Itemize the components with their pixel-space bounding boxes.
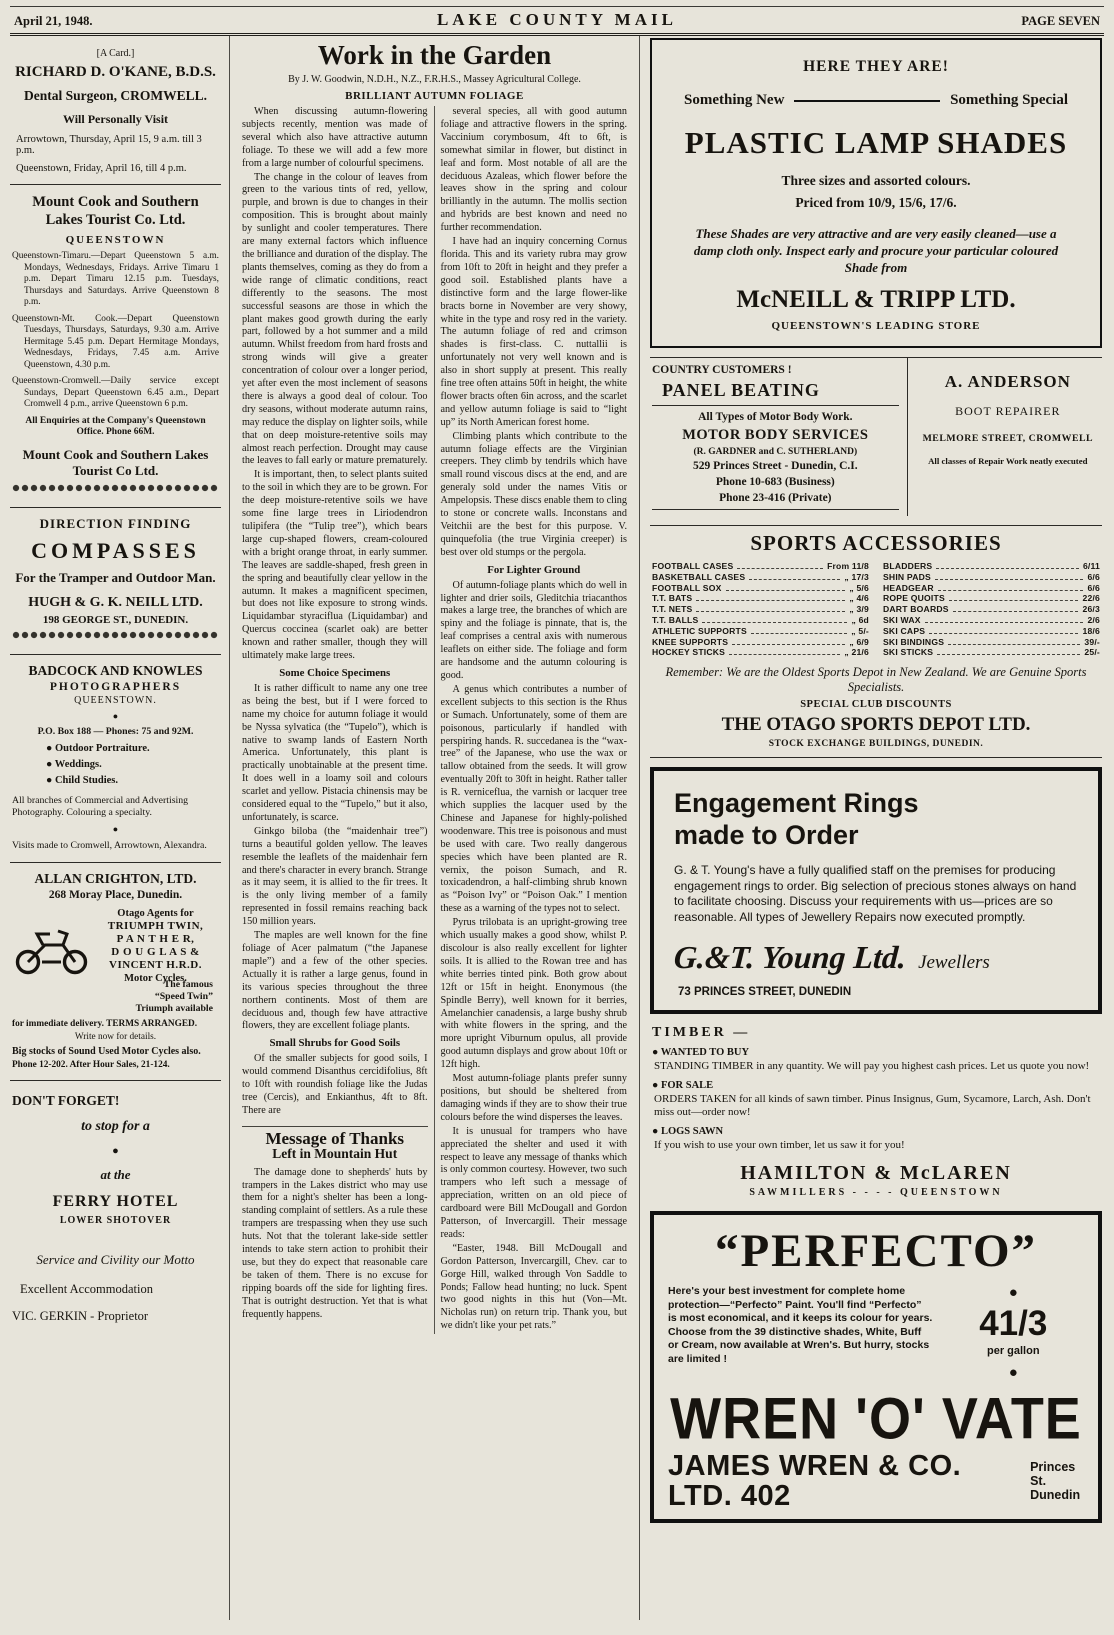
item-name: T.T. BATS [652, 593, 693, 604]
discounts-line: SPECIAL CLUB DISCOUNTS [800, 699, 952, 711]
paper-title: LAKE COUNTY MAIL [436, 10, 677, 29]
item-price: 25/- [1084, 647, 1100, 658]
ad-title: TIMBER — [652, 1025, 751, 1041]
article-subhead: BRILLIANT AUTUMN FOLIAGE [345, 90, 524, 102]
price-row [652, 637, 869, 648]
bullet-icon: ● [1008, 1364, 1018, 1382]
article-paragraph: The maples are well known for the fine foliage of Acer palmatum (“the Japanese maple”) and a few of the other species. Actually it is rather a large genus, found in its various species throughout the three northern continents. Most of them are deciduous and, though few have attractive flowers, they are excellent foliage plants. [242, 930, 428, 1032]
bullet-heading [652, 1080, 1100, 1091]
article-crosshead: Small Shrubs for Good Soils [269, 1037, 401, 1050]
ferry-heading: DON'T FORGET! [12, 1092, 120, 1108]
agents-block [92, 907, 219, 985]
ad-ferry-hotel [10, 1081, 221, 1334]
leader-dashes [702, 622, 847, 623]
price-row [883, 604, 1100, 615]
company-address: STOCK EXCHANGE BUILDINGS, DUNEDIN. [768, 739, 984, 750]
bullet-heading-label: LOGS SAWN [660, 1125, 724, 1137]
list-item-label: Child Studies. [54, 774, 118, 786]
article-paragraph: Most autumn-foliage plants prefer sunny positions, but should be sheltered from damaging winds if they are to show their true colours before the wind disperses the leaves. [440, 1073, 627, 1123]
visit-line: Queenstown, Friday, April 16, till 4 p.m. [16, 162, 187, 174]
item-name: KNEE SUPPORTS [652, 636, 729, 647]
product-title: PLASTIC LAMP SHADES [684, 125, 1068, 160]
ferry-line: at the [100, 1166, 131, 1182]
compass-title: COMPASSES [31, 538, 200, 563]
ad-subheading-row [684, 92, 1068, 109]
item-name: DART BOARDS [883, 604, 949, 615]
address-line: MELMORE STREET, CROMWELL [922, 433, 1094, 444]
motorcycle-row [12, 907, 219, 985]
leader-dashes [938, 590, 1084, 591]
hotel-line: Excellent Accommodation [20, 1281, 153, 1296]
phone-line: Phone 12-202. After Hour Sales, 21-124. [12, 1059, 170, 1070]
ad-motorcycles [10, 863, 221, 1081]
leader-dashes [925, 622, 1084, 623]
ad-photographers [10, 655, 221, 863]
address-line: 529 Princes Street - Dunedin, C.I. [693, 460, 858, 472]
ad-subheading-right: Something Special [950, 92, 1068, 108]
write-line: Write now for details. [74, 1031, 157, 1042]
leader-dashes [937, 654, 1080, 655]
list-item [46, 757, 219, 773]
leader-dashes [749, 579, 840, 580]
bullet-icon: ● [652, 1079, 659, 1091]
article-paragraph: Climbing plants which contribute to the autumn foliage effects are the Virginian creepers. They climb by tendrils which have small round viscous discs at the end, and are generaly sold under the names Vitis or Ampelopsis. These discs enable them to cling to stone or concrete walls. Inconstans and Veitchii are the best for this purpose. V. quinquefolia (the true Virginia creeper) is best over old stumps or the pergola. [440, 430, 627, 558]
ad-paragraph: All branches of Commercial and Advertising Photography. Colouring a specialty. [12, 794, 189, 818]
article-title: Work in the Garden [317, 40, 552, 70]
address-line: Princes St. [1030, 1460, 1076, 1489]
price-list-left [652, 561, 869, 658]
visit-line: Arrowtown, Thursday, April 15, 9 a.m. till 3 p.m. [16, 133, 202, 156]
item-price: 2/6 [1087, 614, 1100, 625]
bullet-heading-label: WANTED TO BUY [660, 1047, 750, 1059]
article-column [230, 36, 640, 1620]
item-price: From 11/8 [827, 561, 869, 571]
famous-line: “Speed Twin” [154, 990, 213, 1002]
price-list-right [883, 561, 1100, 658]
proprietors-line: (R. GARDNER and C. SUTHERLAND) [693, 447, 858, 457]
ad-title: ALLAN CRIGHTON, LTD. [34, 870, 197, 886]
item-name: FOOTBALL CASES [652, 561, 734, 571]
famous-line: The famous [163, 978, 213, 990]
item-name: SKI BINDINGS [883, 636, 945, 647]
product-line: Three sizes and assorted colours. [781, 173, 971, 188]
price-row [883, 572, 1100, 583]
decorative-scallop-rule [12, 631, 219, 639]
price-row [883, 647, 1100, 658]
price-row [652, 593, 869, 604]
agents-line: Otago Agents for [117, 907, 194, 919]
stocks-line: Big stocks of Sound Used Motor Cycles also. [12, 1045, 201, 1057]
agents-line: P A N T H E R, [116, 932, 195, 945]
jeweller-address: 73 PRINCES STREET, DUNEDIN [678, 986, 852, 999]
item-name: SKI STICKS [883, 647, 934, 658]
item-name: SKI WAX [883, 614, 921, 625]
item-price: „ 5/- [851, 625, 869, 636]
ad-title: BADCOCK AND KNOWLES [28, 662, 203, 678]
agents-line: VINCENT H.R.D. [109, 958, 202, 971]
decorative-scallop-rule [12, 484, 219, 492]
jeweller-logo: G.&T. Young Ltd. [672, 939, 908, 976]
store-tagline: QUEENSTOWN'S LEADING STORE [771, 320, 981, 332]
ad-paragraph: Visits made to Cromwell, Arrowtown, Alexandra. [12, 839, 207, 851]
masthead [10, 6, 1104, 36]
article-paragraph: A genus which contributes a number of excellent subjects to this section is the Rhus or Sumach. Unfortunately, some of them are poisonous, particularly if handled with perspiring hands. R. succedanea is the “wax-tree” of the Japanese, who use the wax or tallow obtained from the seeds. It will grow eventually 20ft to 30ft in height. Rather taller is R. verniceflua, the varnish or lacquer tree which supplies the lacquer used by the Chinese and Japanese for highly-polished woodenware. This tree is poisonous and must be used with care. Two really dangerous species which have been planted are R. vernix, the poison Sumach, and R. toxicadendron, a half-climbing shrub known as “Poison Ivy” or “Poison Oak.” I mention these as a warning of the types not to select. [440, 683, 627, 915]
jeweller-logo-row [674, 939, 1078, 976]
item-price: 6/6 [1087, 582, 1100, 593]
ad-panel-and-boot-row [650, 357, 1102, 516]
perfecto-body-row [668, 1285, 1084, 1381]
leader-dashes [953, 611, 1079, 612]
price-row [652, 647, 869, 658]
item-price: „ 4/6 [849, 593, 869, 604]
article-column-a [236, 106, 435, 1334]
issue-date: April 21, 1948. [14, 14, 93, 28]
article-paragraph: Of autumn-foliage plants which do well in lighter and drier soils, Gleditchia triacanthos makes a large tree, the branches of which are spiny and the foliage is pinnate, that is, the leaf comprises a central axis with numerous leaflets on either side. The foliage and form are handsome and the autumn colouring is good. [440, 579, 627, 681]
delivery-line: for immediate delivery. TERMS ARRANGED. [12, 1018, 198, 1029]
ad-title: PANEL BEATING [662, 380, 820, 400]
article-column-b [435, 106, 634, 1334]
article-paragraph: “Easter, 1948. Bill McDougall and Gordon Patterson, Invercargill, Chev. car to Gorge Hill, walked through Von Saddle to Ponds; Fallow head hunting; no luck. Spent two good nights in this hut (Von—Mt. Nicholas run) on return trip. Thank you, but we didn't like your pet rats.” [440, 1242, 627, 1332]
price-row [652, 561, 869, 572]
item-price: 6/6 [1087, 571, 1100, 582]
ad-copy: All classes of Repair Work neatly executed [928, 456, 1088, 466]
ad-heading: HERE THEY ARE! [803, 58, 949, 75]
article-crosshead: Some Choice Specimens [279, 666, 391, 679]
ad-subtitle: QUEENSTOWN [65, 234, 166, 246]
hotel-name: FERRY HOTEL [52, 1192, 179, 1210]
sawmill-company-sub: SAWMILLERS - - - - QUEENSTOWN [749, 1187, 1003, 1199]
jeweller-logo-suffix: Jewellers [918, 952, 990, 974]
bullet-heading [652, 1126, 1100, 1137]
address-line: Dunedin [1030, 1488, 1081, 1503]
left-ad-column [10, 36, 230, 1620]
item-price: „ 5/6 [849, 582, 869, 593]
item-name: ROPE QUOITS [883, 593, 945, 604]
timetable-paragraph: Queenstown-Timaru.—Depart Queenstown 5 a.m. Mondays, Wednesdays, Fridays. Arrive Timaru 1 p.m. Depart Timaru 12.15 p.m. Tuesdays, Thursdays and Saturdays. Arrive Queenstown 8 p.m. [12, 251, 219, 307]
phone-line: Phone 23-416 (Private) [719, 492, 832, 504]
compass-company: HUGH & G. K. NEILL LTD. [28, 594, 203, 610]
bullet-icon: ● [652, 1125, 659, 1137]
item-name: HEADGEAR [883, 582, 934, 593]
famous-line: Triumph available [135, 1002, 213, 1014]
ad-footer: Mount Cook and Southern Lakes Tourist Co Ltd. [22, 446, 209, 478]
compass-tagline: For the Tramper and Outdoor Man. [15, 570, 216, 585]
bullet-icon: ● [46, 774, 53, 786]
bullet-heading [652, 1047, 1100, 1058]
bullet-icon: ● [112, 710, 119, 721]
business-name: A. ANDERSON [944, 372, 1071, 391]
ad-line: All Types of Motor Body Work. [698, 411, 853, 423]
phone-line: Phone 10-683 (Business) [715, 476, 835, 488]
list-item-label: Weddings. [54, 758, 102, 770]
leader-dashes [936, 568, 1079, 569]
remember-line: Remember: We are the Oldest Sports Depot in New Zealand. We are Genuine Sports Specialists. [665, 665, 1087, 695]
ad-tourist-co [10, 185, 221, 508]
page-number: PAGE SEVEN [1021, 14, 1100, 28]
ad-title: SPORTS ACCESSORIES [750, 531, 1002, 555]
advertiser-role: Dental Surgeon, CROMWELL. [23, 87, 207, 103]
list-item [46, 773, 219, 789]
hotel-location: LOWER SHOTOVER [59, 1214, 172, 1226]
item-price: 22/6 [1082, 593, 1100, 604]
ad-paragraph: If you wish to use your own timber, let us saw it for you! [654, 1138, 905, 1151]
compass-heading: DIRECTION FINDING [39, 516, 192, 531]
timetable-paragraph: Queenstown-Cromwell.—Daily service except Sundays, Depart Queenstown 6.45 a.m., Depart Cromwell 4 p.m., arrive Queenstown 6 p.m. [12, 376, 219, 409]
business-name: MOTOR BODY SERVICES [682, 427, 869, 443]
price-unit: per gallon [986, 1345, 1040, 1358]
hotel-motto: Service and Civility our Motto [36, 1251, 195, 1267]
price-line: Priced from 10/9, 15/6, 17/6. [795, 195, 957, 210]
bullet-icon: ● [112, 823, 119, 834]
advertiser-name: RICHARD D. O'KANE, B.D.S. [15, 64, 216, 80]
thanks-article-title: Message of Thanks [265, 1128, 405, 1148]
ad-panel-beating [650, 358, 908, 516]
timetable-paragraph: Queenstown-Mt. Cook.—Depart Queenstown Tuesdays, Thursdays, Saturdays, 9.30 a.m. Arrive Hermitage 5.45 p.m. Depart Hermitage Mondays, Wednesdays, Fridays, 7.45 a.m. Arrive Queenstown, 4.30 p.m. [12, 313, 219, 370]
price-value: 41/3 [979, 1304, 1048, 1344]
ad-okane-dental [10, 40, 221, 185]
article-byline: By J. W. Goodwin, N.D.H., N.Z., F.R.H.S., Massey Agricultural College. [288, 74, 581, 85]
thanks-article-subtitle: Left in Mountain Hut [272, 1145, 398, 1161]
price-row [883, 615, 1100, 626]
article-paragraph: I have had an inquiry concerning Cornus florida. This and its variety rubra may grow from 10ft to 20ft in height and they prefer a good soil. Established plants have a distinctive form and the large flower-like bracts borne in November are very showy, white in the type and rosy red in the variety. The autumn foliage of red and crimson shades is first-class. C. nuttallii is unfortunately not very well known and is also in short supply at present. This really fine tree often attains 50ft in height, the white flower bracts often 6in across, and the scarlet and yellow autumn foliage is said to “light up” its North American forest home. [440, 236, 627, 428]
leader-dashes [726, 590, 846, 591]
visit-heading: Will Personally Visit [62, 111, 169, 126]
list-item [46, 741, 219, 757]
ad-compasses [10, 508, 221, 655]
garden-article-header [236, 38, 633, 106]
article-paragraph: Pyrus trilobata is an upright-growing tree which usually makes a good show, whilst P. discolour is also really excellent for lighter soils. It is allied to the Rowan tree and has white berries tinted pink. Both grow about 12ft or 15ft in height. Enonymous (the Spindle Berry), well known for it berries, Amelanchier canadensis, a large bushy shrub with white flowers in the spring, and the more upright Viburnum opulus, all provide good autumn displays and grow about 10ft or 12ft high. [440, 917, 627, 1071]
item-price: 6/11 [1082, 561, 1100, 571]
price-row [652, 626, 869, 637]
item-price: „ 3/9 [849, 604, 869, 615]
item-name: T.T. NETS [652, 604, 693, 615]
item-price: „ 6/9 [849, 636, 869, 647]
item-name: SKI CAPS [883, 625, 926, 636]
page-content [10, 36, 1104, 1620]
leader-dashes [696, 611, 845, 612]
item-name: FOOTBALL SOX [652, 582, 722, 593]
price-row [883, 626, 1100, 637]
ad-title-line: Engagement Rings [674, 788, 919, 819]
article-paragraph: The change in the colour of leaves from green to the various tints of red, yellow, purple, and brown is due to changes in their composition. This is brought about mainly by sunlight and cooler temperatures. There are many external factors which influence the brilliance and duration of the display. The plants themselves, coming as they do from a wide range of climatic conditions, react differently to the seasons. The most successful seasons are those in which the plant makes good growth during the early part, followed by a hot summer and a mild autumn. Whilst freedom from hard frosts and strong winds will give a greater concentration of colour over a longer period, yet after even the most inclement of seasons there is always a good deal of colour. Too dry seasons, without moderate autumn rains, may reduce the display on lighter soils, while that on deep moisture-retentive soils may almost reach perfection. Drought may cause the leaves to fall early or mature prematurely. [242, 171, 428, 467]
ad-title-line: made to Order [674, 820, 859, 851]
rule-divider [794, 100, 940, 102]
price-row [652, 604, 869, 615]
ad-lamp-shades [650, 38, 1102, 348]
list-item-label: Outdoor Portraiture. [54, 742, 150, 754]
ad-copy: These Shades are very attractive and are very easily cleaned—use a damp cloth only. Inspect early and procure your particular coloured Shade from [693, 226, 1059, 275]
ad-perfecto-paint [650, 1211, 1102, 1523]
leader-dashes [935, 579, 1083, 580]
item-price: 39/- [1084, 636, 1100, 647]
agents-line: TRIUMPH TWIN, [107, 919, 204, 932]
bullet-heading-label: FOR SALE [660, 1079, 714, 1091]
leader-dashes [948, 644, 1080, 645]
leader-dashes [949, 600, 1079, 601]
price-block [943, 1285, 1084, 1381]
ad-sports-depot [650, 525, 1102, 758]
bullet-icon: ● [46, 758, 53, 770]
leader-dashes [732, 644, 845, 645]
item-price: „ 17/3 [844, 571, 869, 582]
item-name: ATHLETIC SUPPORTS [652, 625, 747, 636]
price-lists [652, 561, 1100, 658]
price-row [883, 593, 1100, 604]
motor-body-box [652, 405, 899, 510]
services-list [12, 741, 219, 789]
item-name: BASKETBALL CASES [652, 571, 746, 582]
item-name: SHIN PADS [883, 571, 931, 582]
ad-paragraph: ORDERS TAKEN for all kinds of sawn timber. Pinus Insignus, Gum, Sycamore, Larch, Ash. Don't miss out—order now! [654, 1092, 1091, 1119]
ad-heading: COUNTRY CUSTOMERS ! [652, 364, 792, 376]
contact-line: P.O. Box 188 — Phones: 75 and 92M. [37, 725, 194, 737]
ad-paragraph: STANDING TIMBER in any quantity. We will pay you highest cash prices. Let us quote you now! [654, 1060, 1090, 1073]
leader-dashes [729, 654, 840, 655]
price-row [652, 615, 869, 626]
article-paragraph: The damage done to shepherds' huts by trampers in the Lakes district who may use them for a night's shelter has been a long-standing complaint of settlers. As a rule these trampers are trespassing when they use such huts. Not that the tolerant lake-side settler intends to take stern action to prohibit their use, but they do expect that reasonable care be taken of them. There is no excuse for ripping boards off the side for lighting fires. That is outright destruction. Yet that is what frequently happens. [242, 1166, 428, 1320]
ad-engagement-rings [650, 767, 1102, 1014]
article-paragraph: It is unusual for trampers who have appreciated the shelter and used it with respect to leave any message of thanks which is only common courtesy. However, two such trampers who left such a message of appreciation, written on an old piece of cardboard were Bill McDougall and Gordon Patterson, of Invercargill. Their message reads: [440, 1125, 627, 1240]
brand-name: WREN 'O' VATE [670, 1386, 1082, 1452]
ad-subtitle: PHOTOGRAPHERS [49, 680, 182, 693]
item-name: BLADDERS [883, 561, 933, 571]
ferry-line: to stop for a [81, 1118, 150, 1134]
company-row [668, 1451, 1084, 1511]
article-paragraph: It is rather difficult to name any one tree as being the best, but if I were forced to name my choice for autumn foliage it would be Nyssa sylvatica (the “Tupelo”), which is native to swamp lands of Eastern North America. Unfortunately, this plant is practically unobtainable at the present time. It does well in a loamy soil and colours scarlet and yellow. Pistacia chinensis may be considered equal to the “Tupelo,” but it also, unfortunately, is scarce. [242, 682, 428, 823]
item-price: „ 21/6 [844, 647, 869, 658]
motorcycle-illustration [12, 907, 92, 980]
sawmill-company-name: HAMILTON & McLAREN [740, 1162, 1012, 1185]
agents-line: D O U G L A S & [111, 945, 200, 958]
bullet-icon: ● [112, 1144, 119, 1157]
price-row [883, 583, 1100, 594]
item-price: 26/3 [1082, 604, 1100, 615]
bullet-icon: ● [46, 742, 53, 754]
article-paragraph: When discussing autumn-flowering subjects recently, mention was made of several which also have attractive autumn foliage. To these we will add a few more from a large number of colourful specimens. [242, 106, 428, 169]
agents-line: Motor Cycles. [124, 972, 187, 984]
product-name: “PERFECTO” [714, 1225, 1038, 1278]
ad-location: QUEENSTOWN. [74, 694, 157, 706]
enquiries-line: All Enquiries at the Company's Queenstown Office. Phone 66M. [25, 415, 206, 437]
ad-timber [650, 1023, 1102, 1202]
ad-copy: Here's your best investment for complete home protection—“Perfecto” Paint. You'll find “Perfecto” is most economical, and it keeps its colour for years. Choose from the 39 distinctive shades, White, Buff or Cream, now available at Wren's. But hurry, stocks are limited ! [668, 1285, 933, 1365]
company-name: JAMES WREN & CO. LTD. 402 [668, 1450, 962, 1513]
proprietor-line: VIC. GERKIN - Proprietor [12, 1308, 149, 1323]
ad-address: 268 Moray Place, Dunedin. [48, 888, 183, 901]
ad-title: Mount Cook and Southern Lakes Tourist Co. Ltd. [32, 193, 199, 228]
article-crosshead: For Lighter Ground [487, 563, 581, 576]
company-name: THE OTAGO SPORTS DEPOT LTD. [721, 714, 1031, 736]
card-note: [A Card.] [96, 48, 135, 59]
price-row [652, 583, 869, 594]
item-price: „ 6d [851, 614, 869, 625]
bullet-icon: ● [1008, 1284, 1018, 1302]
article-paragraph: It is important, then, to select plants suited to the soil in which they are to be grown. For the deep moisture-retentive soils we have some fine large trees in Liriodendron tulipifera (the “Tulip tree”), which bears large cup-shaped flowers, cream-coloured with a bright orange throat, in early summer. The leaves are saddle-shaped, fresh green in the spring and beautifully clear yellow in the autumn. It makes a magnificent specimen, but does not like exposure to strong winds. Liquidambar styraciflua (Liquidambar) and Quercus coccinea (scarlet oak) are better known and rather smaller, though they will ultimately make large trees. [242, 469, 428, 662]
company-address [1030, 1460, 1084, 1502]
price-row [652, 572, 869, 583]
item-name: HOCKEY STICKS [652, 647, 726, 658]
ad-boot-repairer [908, 358, 1102, 516]
article-paragraph: Ginkgo biloba (the “maidenhair tree”) turns a beautiful golden yellow. The leaves resemble the leaflets of the maidenhair fern and there's character in every branch. Strange as it may seem, it is allied to the fir trees. It is the only living member of a family represented in fossil remains reaching back 150 million years. [242, 825, 428, 928]
bullet-icon: ● [652, 1047, 659, 1059]
article-paragraph: several species, all with good autumn foliage and attractive flowers in the spring. Vaccinium corymbosum, 4ft to 6ft, is somewhat similar in flower, but distinct in leaf and form. Most notable of all are the deciduous Azaleas, which flower before the leaves show in the spring and colour brilliantly in the autumn. The mollis section and hybrids are best known and need no further recommendation. [440, 106, 627, 234]
leader-dashes [696, 600, 845, 601]
ad-copy: G. & T. Young's have a fully qualified staff on the premises for producing engagement rings to order. Big selection of precious stones always on hand to facilitate choosing. Discuss your requirements with us—prices are so reasonable. All types of Jewellery Repairs now executed promptly. [674, 863, 1077, 924]
price-row [883, 637, 1100, 648]
article-paragraph: Of the smaller subjects for good soils, I would commend Disanthus cercidifolius, 8ft to 10ft with roundish foliage like the Judas tree (Cercis), and Enkianthus, 4ft to 8ft. There are [242, 1053, 428, 1116]
business-role: BOOT REPAIRER [955, 404, 1061, 418]
item-price: 18/6 [1082, 625, 1100, 636]
article-columns [236, 106, 633, 1334]
right-ad-column [640, 36, 1104, 1620]
compass-address: 198 GEORGE ST., DUNEDIN. [42, 613, 189, 626]
ad-subheading-left: Something New [684, 92, 785, 108]
leader-dashes [751, 633, 847, 634]
leader-dashes [929, 633, 1078, 634]
store-name: McNEILL & TRIPP LTD. [736, 286, 1016, 313]
leader-dashes [737, 568, 823, 569]
section-divider [242, 1126, 428, 1127]
item-name: T.T. BALLS [652, 614, 699, 625]
price-row [883, 561, 1100, 572]
